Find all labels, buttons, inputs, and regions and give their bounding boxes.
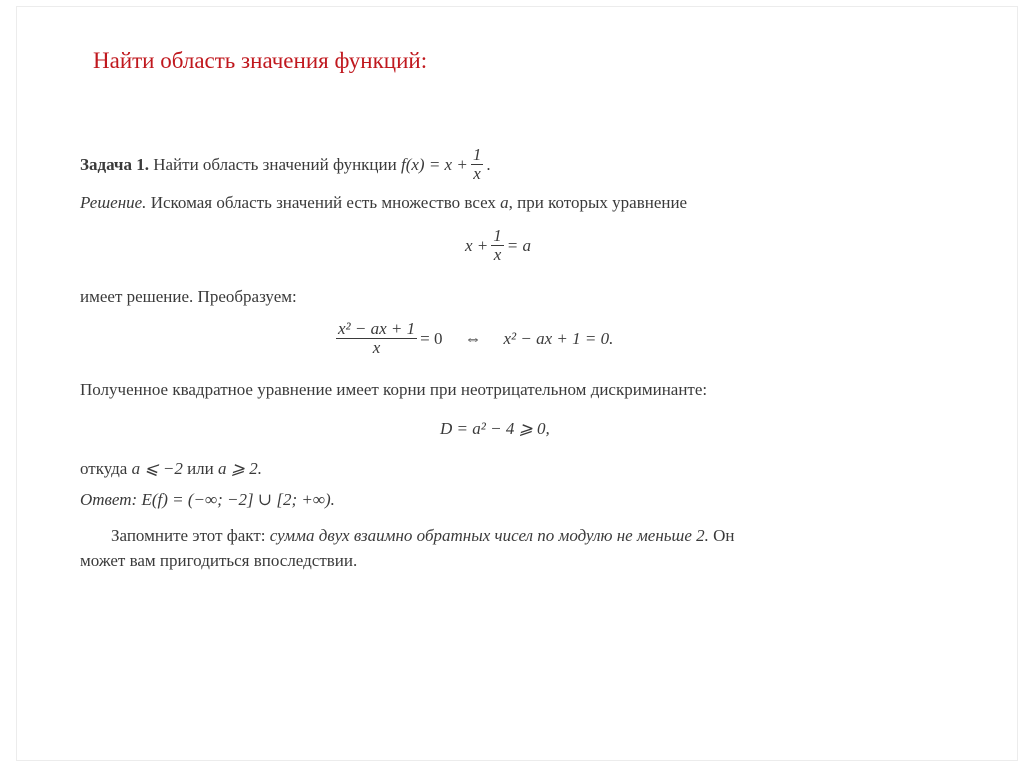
note-line-2: может вам пригодиться впоследствии. — [80, 551, 358, 570]
equation-2-denominator: x — [372, 337, 381, 357]
solution-line-4 — [80, 459, 262, 479]
equation-1-rhs: = a — [506, 235, 532, 255]
solution-line-2: имеет решение. Преобразуем: — [80, 287, 297, 306]
inequality-1: a ⩽ −2 — [131, 459, 183, 478]
equation-1-numerator: 1 — [493, 226, 502, 245]
equation-1 — [465, 227, 531, 265]
equation-3: D = a² − 4 ⩾ 0, — [440, 419, 550, 438]
equation-1-denominator: x — [493, 244, 502, 264]
equivalence-symbol: ⇔ — [464, 328, 482, 348]
solution-text-4-or: или — [187, 459, 214, 478]
answer-label: Ответ: — [80, 490, 138, 509]
equation-2-fraction — [336, 320, 417, 358]
solution-label: Решение. — [80, 193, 147, 212]
solution-text-4-start: откуда — [80, 459, 128, 478]
problem-fraction-denominator: x — [473, 163, 481, 183]
answer-line — [80, 490, 335, 510]
answer-value: E(f) = (−∞; −2] ∪ [2; +∞). — [141, 490, 335, 509]
problem-statement: Найти область значений функции — [153, 154, 397, 174]
note-italic: сумма двух взаимно обратных чисел по модулю не меньше 2. — [269, 526, 709, 545]
problem-fraction-numerator: 1 — [472, 145, 482, 164]
problem-line — [80, 146, 491, 184]
equation-1-fraction — [491, 227, 504, 265]
problem-function-lhs: f(x) = x + — [400, 154, 468, 174]
solution-line-3: Полученное квадратное уравнение имеет корни при неотрицательном дискриминанте: — [80, 380, 708, 399]
note-line-1 — [111, 526, 735, 546]
note-lead: Запомните этот факт: — [111, 526, 266, 545]
solution-line-1 — [80, 193, 687, 213]
problem-fraction — [471, 146, 484, 184]
equation-2-right: x² − ax + 1 = 0. — [503, 328, 614, 348]
equation-2 — [333, 320, 613, 358]
equation-1-lhs: x + — [465, 235, 489, 255]
problem-end: . — [486, 154, 491, 174]
solution-text-1-end: , при которых уравнение — [508, 193, 688, 212]
inequality-2: a ⩾ 2. — [218, 459, 263, 478]
equation-2-numerator: x² − ax + 1 — [338, 319, 416, 338]
note-tail: Он — [713, 526, 735, 545]
slide-title: Найти область значения функций: — [93, 48, 428, 73]
solution-var-a: a — [500, 193, 509, 212]
problem-label: Задача 1. — [80, 154, 149, 174]
solution-text-1: Искомая область значений есть множество всех — [150, 193, 496, 212]
equation-2-rhs: = 0 — [420, 328, 443, 348]
